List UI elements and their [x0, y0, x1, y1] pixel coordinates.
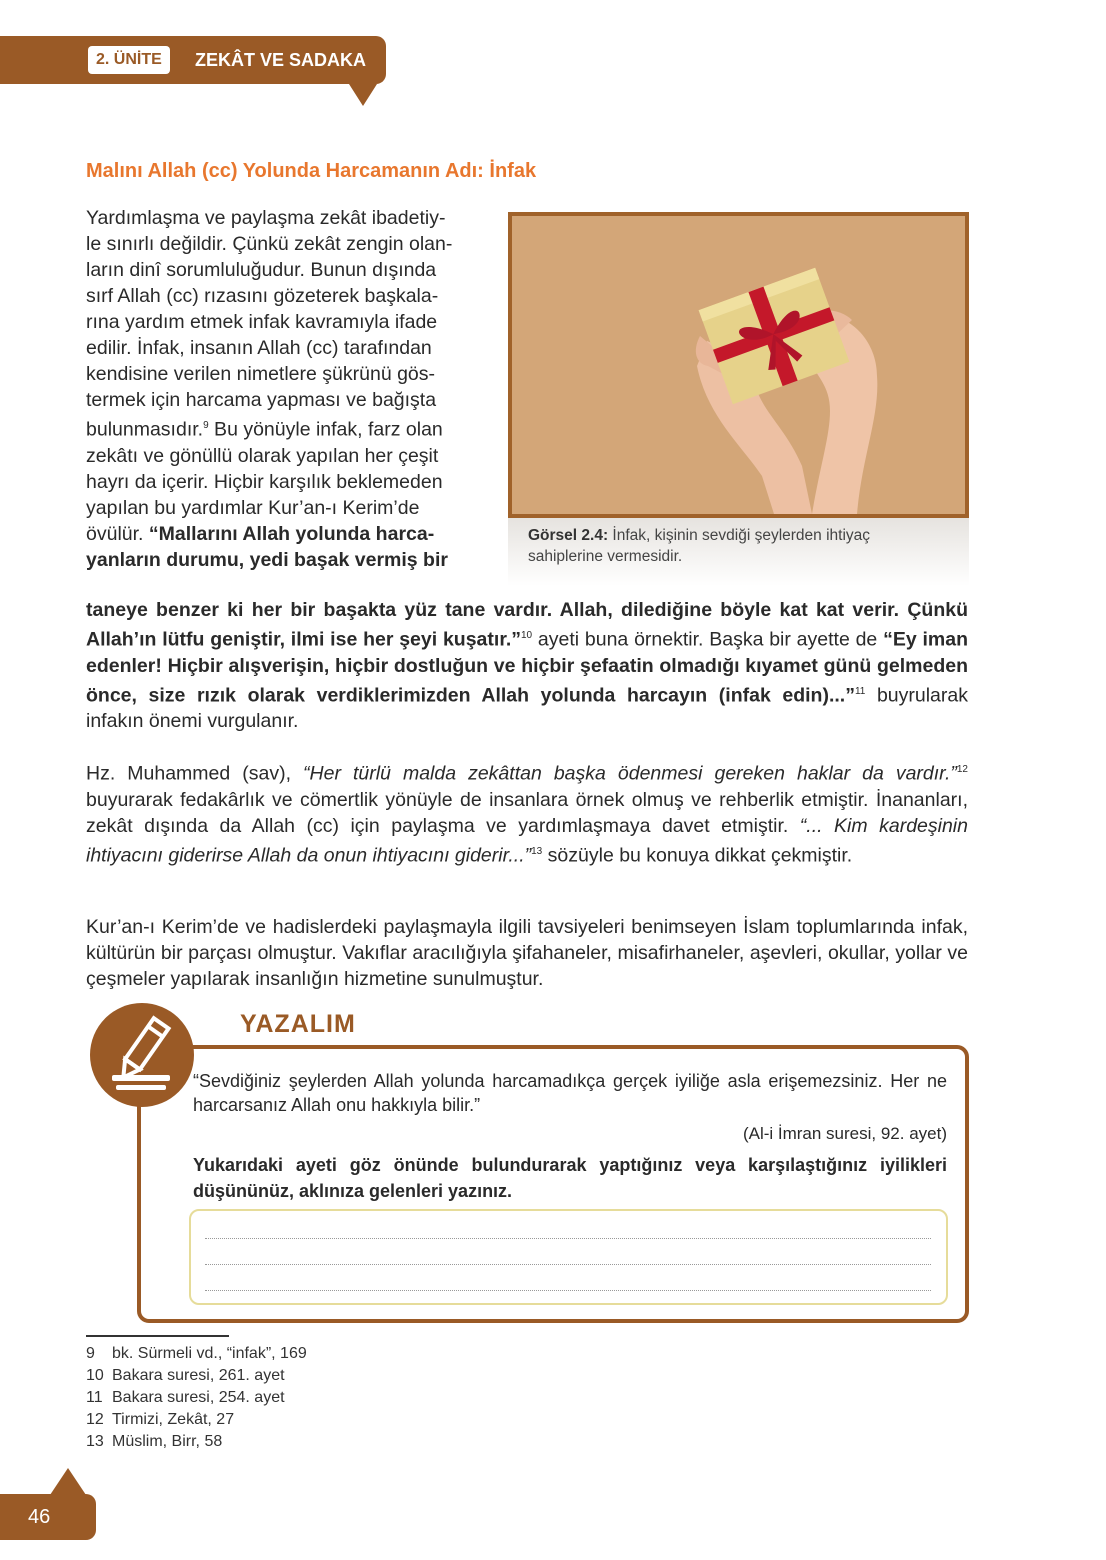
activity-quote: “Sevdiğiniz şeylerden Allah yolunda harcamadıkça gerçek iyiliğe asla erişemezsiniz. Her ne harcarsanız Allah onu hakkıyla bilir.”	[193, 1071, 947, 1115]
figure-caption: Görsel 2.4: İnfak, kişinin sevdiği şeylerden ihtiyaç sahiplerine vermesidir.	[528, 527, 871, 565]
paragraph-1-column	[86, 205, 488, 573]
footnote-ref[interactable]: 9	[203, 420, 209, 431]
footnote: 9 bk. Sürmeli vd., “infak”, 169	[86, 1345, 307, 1362]
footnote-divider	[86, 1335, 229, 1337]
answer-line[interactable]	[205, 1238, 931, 1239]
section-title: Malını Allah (cc) Yolunda Harcamanın Adı: İnfak	[86, 160, 537, 182]
footnote-ref[interactable]: 10	[521, 630, 533, 641]
footnote: 13 Müslim, Birr, 58	[86, 1433, 223, 1450]
unit-badge: 2. ÜNİTE	[88, 46, 170, 74]
gift-hands-illustration	[512, 216, 965, 514]
activity-title: YAZALIM	[240, 1010, 356, 1038]
answer-line[interactable]	[205, 1264, 931, 1265]
unit-header-tail	[349, 84, 377, 106]
paragraph-2: Hz. Muhammed (sav), “Her türlü malda zekâttan başka ödenmesi gereken haklar da vardır.”$^{12}$ buyurarak fedakârlık ve cömertlik yönüyle de insanlara örnek olmuş ve rehberlik etmiştir. İnananları, zekât dışında da Allah (cc) için paylaşma ve yardımlaşmaya davet etmiştir. “... Kim kardeşinin ihtiyacını giderirse Allah da onun ihtiyacını giderir...”$^{13}$ sözüyle bu konuya dikkat çekmiştir.	[86, 762, 968, 866]
text-line: edilir. İnfak, insanın Allah (cc) tarafından	[86, 337, 432, 359]
text-line: zekâtı ve gönüllü olarak yapılan her çeşit	[86, 444, 439, 467]
text-line: rına yardım etmek infak kavramıyla ifade	[86, 311, 438, 333]
footnote: 12 Tirmizi, Zekât, 27	[86, 1411, 235, 1428]
paragraph-1-continued: taneye benzer ki her bir başakta yüz tane vardır. Allah, dilediğine böyle kat kat verir. Çünkü Allah’ın lütfu geniştir, ilmi ise her şeyi kuşatır.”$^{10}$ ayeti buna örnektir. Başka bir ayette de “Ey iman edenler! Hiçbir alışverişin, hiçbir dostluğun ve hiçbir şefaatin olmadığı kıyamet günü gelmeden önce, size rızık olarak verdiklerimizden Allah yolunda harcayın (infak edin)...”$^{11}$ buyrularak infakın önemi vurgulanır.	[86, 599, 968, 732]
text-line: hayrı da içerir. Hiçbir karşılık beklemeden	[86, 470, 443, 493]
unit-title: ZEKÂT VE SADAKA	[195, 50, 367, 70]
activity-badge	[90, 1003, 194, 1107]
activity-quote-reference: (Al-i İmran suresi, 92. ayet)	[742, 1124, 947, 1143]
text-line: övülür. “Mallarını Allah yolunda harca-	[86, 522, 435, 545]
page-number: 46	[28, 1506, 51, 1528]
activity-task: Yukarıdaki ayeti göz önünde bulundurarak yaptığınız veya karşılaştığınız iyilikleri düşününüz, aklınıza gelenleri yazınız.	[193, 1155, 947, 1201]
footnote-ref[interactable]: 11	[854, 685, 866, 697]
text-line: bulunmasıdır.$^9$ Bu yönüyle infak, farz olan	[86, 418, 443, 441]
text-line: Yardımlaşma ve paylaşma zekât ibadetiy-	[86, 207, 446, 229]
text-line: yanların durumu, yedi başak vermiş bir	[86, 548, 448, 571]
gift-photo	[508, 212, 969, 518]
text-line: ların dinî sorumluluğudur. Bunun dışında	[86, 259, 437, 281]
text-line: kendisine verilen nimetlere şükrünü gös-	[86, 363, 436, 385]
text-line: yapılan bu yardımlar Kur’an-ı Kerim’de	[86, 496, 420, 519]
text-line: termek için harcama yapması ve bağışta	[86, 389, 437, 411]
text-line: le sınırlı değildir. Çünkü zekât zengin olan-	[86, 233, 453, 255]
footnote-ref[interactable]: 12	[956, 764, 968, 775]
footnotes	[86, 1343, 307, 1453]
paragraph-3: Kur’an-ı Kerim’de ve hadislerdeki paylaşmayla ilgili tavsiyeleri benimseyen İslam toplumlarında infak, kültürün bir parçası olmuştur. Vakıflar aracılığıyla şifahaneler, misafirhaneler, aşevleri, okullar, yollar ve çeşmeler yapılarak insanlığın hizmetine sunulmuştur.	[86, 916, 968, 990]
pencil-icon	[90, 1003, 194, 1107]
footnote: 11 Bakara suresi, 254. ayet	[86, 1389, 285, 1406]
text-line: sırf Allah (cc) rızasını gözeterek başkala-	[86, 285, 439, 307]
footnote-ref[interactable]: 13	[531, 845, 543, 857]
page-tab-tip	[50, 1468, 86, 1495]
footnote: 10 Bakara suresi, 261. ayet	[86, 1367, 285, 1384]
answer-line[interactable]	[205, 1290, 931, 1291]
